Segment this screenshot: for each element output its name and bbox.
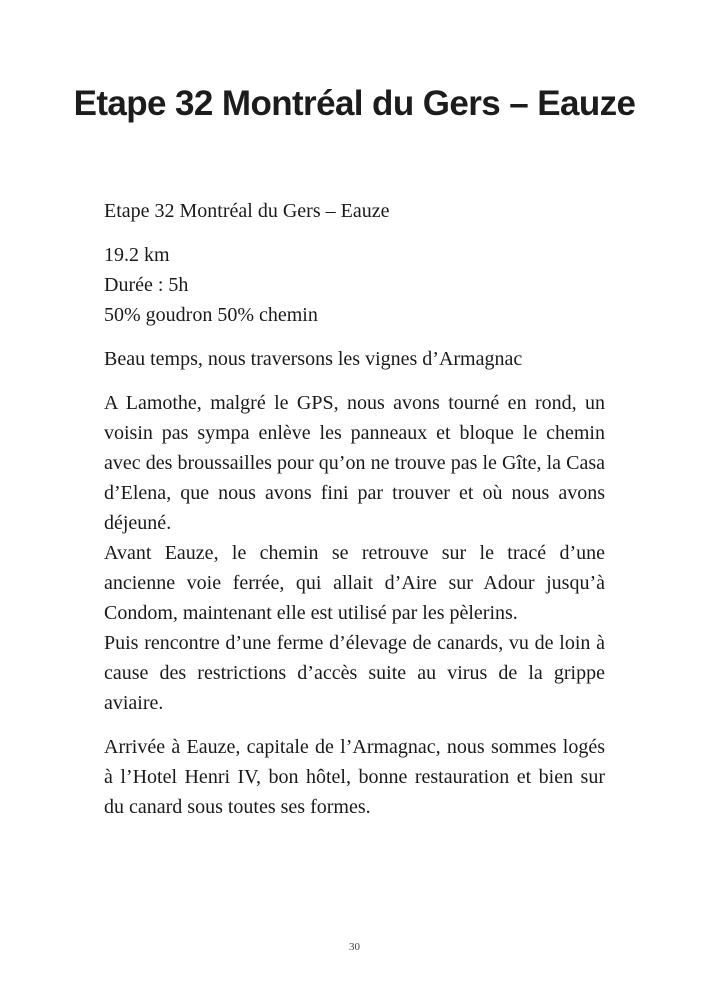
distance-line: 19.2 km xyxy=(104,244,170,266)
subtitle-paragraph: Etape 32 Montréal du Gers – Eauze xyxy=(104,200,390,222)
page-number: 30 xyxy=(349,941,360,953)
ducks-text: Puis rencontre d’une ferme d’élevage de canards, vu de loin à cause des restrictions d’accès suite au virus de la grippe aviaire. xyxy=(104,632,605,714)
page-title: Etape 32 Montréal du Gers – Eauze xyxy=(73,84,636,123)
story-paragraph xyxy=(104,388,605,718)
arrival-paragraph: Arrivée à Eauze, capitale de l’Armagnac, nous sommes logés à l’Hotel Henri IV, bon hôtel, bonne restauration et bien sur du canard sous toutes ses formes. xyxy=(104,736,605,818)
stats-paragraph xyxy=(104,240,605,330)
surface-line: 50% goudron 50% chemin xyxy=(104,304,318,326)
duration-line: Durée : 5h xyxy=(104,274,189,296)
weather-paragraph: Beau temps, nous traversons les vignes d’Armagnac xyxy=(104,348,523,370)
railway-text: Avant Eauze, le chemin se retrouve sur le tracé d’une ancienne voie ferrée, qui allait d’Aire sur Adour jusqu’à Condom, maintenant elle est utilisé par les pèlerins. xyxy=(104,542,605,624)
body-text xyxy=(104,196,605,836)
lamothe-text: A Lamothe, malgré le GPS, nous avons tourné en rond, un voisin pas sympa enlève les panneaux et bloque le chemin avec des broussailles pour qu’on ne trouve pas le Gîte, la Casa d’Elena, que nous avons fini par trouver et où nous avons déjeuné. xyxy=(104,392,605,534)
